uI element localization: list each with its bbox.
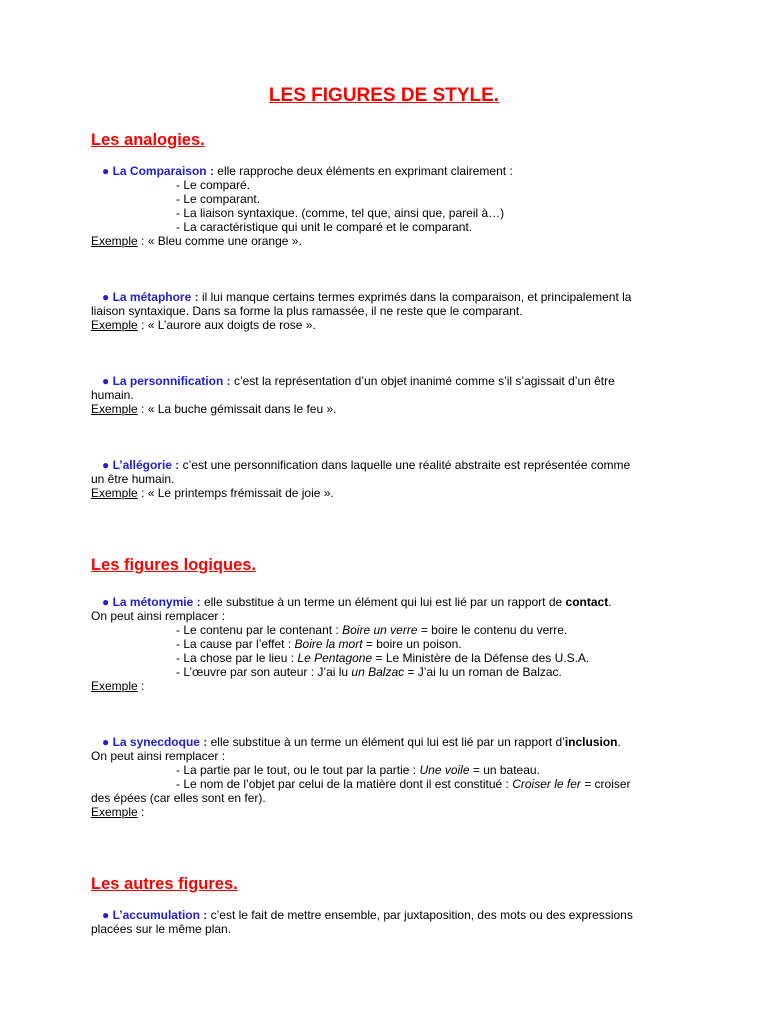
example-label: Exemple [91,679,138,693]
term-metaphore: La métaphore : [112,290,199,304]
item-text: = croiser [580,777,631,791]
bullet-icon: ● [102,735,110,749]
page-title: LES FIGURES DE STYLE. [268,85,500,106]
example-metonymie [91,679,144,693]
list-item: - Le comparant. [176,192,261,206]
list-item [176,637,462,651]
definition-accumulation: c’est le fait de mettre ensemble, par juxtaposition, des mots ou des expressions [207,908,633,922]
list-item [176,763,540,777]
bullet-icon: ● [102,164,110,178]
bullet-icon: ● [102,458,110,472]
item-text: - Le contenu par le contenant : [176,623,343,637]
definition-metaphore: il lui manque certains termes exprimés dans la comparaison, et principalement la [198,290,632,304]
example-personnification [91,402,336,416]
item-italic: Le Pentagone [297,651,373,665]
example-text: : [137,679,145,693]
list-item-cont: des épées (car elles sont en fer). [91,791,266,805]
example-label: Exemple [91,234,138,248]
term-accumulation: L’accumulation : [112,908,208,922]
definition-metonymie: elle substitue à un terme un élément qui lui est lié par un rapport de [200,595,566,609]
item-text: - La chose par le lieu : [176,651,298,665]
keyword-inclusion: inclusion [564,735,618,749]
item-text: - La partie par le tout, ou le tout par la partie : [176,763,420,777]
example-synecdoque [91,805,144,819]
definition-metaphore-cont: liaison syntaxique. Dans sa forme la plus ramassée, il ne reste que le comparant. [91,304,523,318]
item-text: = J’ai lu un roman de Balzac. [404,665,562,679]
definition-personnification: c’est la représentation d’un objet inanimé comme s’il s’agissait d’un être [230,374,615,388]
section-heading-analogies: Les analogies. [91,131,205,149]
entry-metaphore [102,290,631,304]
item-text: = Le Ministère de la Défense des U.S.A. [372,651,590,665]
example-comparaison [91,234,302,248]
list-item [176,665,562,679]
example-allegorie [91,486,334,500]
term-allegorie: L’allégorie : [112,458,180,472]
entry-synecdoque [102,735,621,749]
definition-end: . [608,595,612,609]
definition-comparaison: elle rapproche deux éléments en exprimant clairement : [213,164,513,178]
term-metonymie: La métonymie : [112,595,201,609]
example-text: : « Le printemps frémissait de joie ». [137,486,334,500]
example-text: : « L’aurore aux doigts de rose ». [137,318,316,332]
item-text: = boire un poison. [362,637,462,651]
item-text: - Le nom de l’objet par celui de la matière dont il est constitué : [176,777,513,791]
term-personnification: La personnification : [112,374,231,388]
definition-end: . [617,735,621,749]
item-text: = boire le contenu du verre. [417,623,568,637]
entry-metonymie [102,595,612,609]
example-text: : « La buche gémissait dans le feu ». [137,402,337,416]
item-italic: Boire un verre [342,623,418,637]
section-heading-logiques: Les figures logiques. [91,556,257,574]
bullet-icon: ● [102,290,110,304]
example-label: Exemple [91,318,138,332]
entry-personnification [102,374,615,388]
example-label: Exemple [91,402,138,416]
list-item [176,777,631,791]
list-item: - La liaison syntaxique. (comme, tel que, ainsi que, pareil à…) [176,206,505,220]
term-synecdoque: La synecdoque : [112,735,208,749]
remplacer-synecdoque: On peut ainsi remplacer : [91,749,226,763]
entry-comparaison [102,164,513,178]
example-text: : [137,805,145,819]
list-item: - Le comparé. [176,178,251,192]
item-text: - La cause par l’effet : [176,637,295,651]
item-italic: Boire la mort [294,637,363,651]
definition-synecdoque: elle substitue à un terme un élément qui lui est lié par un rapport d’ [207,735,565,749]
list-item [176,651,589,665]
item-italic: Une voile [419,763,470,777]
definition-personnification-cont: humain. [91,388,134,402]
item-text: - L’œuvre par son auteur : J’ai lu [176,665,352,679]
definition-accumulation-cont: placées sur le même plan. [91,922,232,936]
example-text: : « Bleu comme une orange ». [137,234,302,248]
keyword-contact: contact [565,595,609,609]
section-heading-autres: Les autres figures. [91,875,238,893]
entry-allegorie [102,458,630,472]
example-label: Exemple [91,486,138,500]
item-italic: un Balzac [351,665,405,679]
bullet-icon: ● [102,908,110,922]
list-item: - La caractéristique qui unit le comparé et le comparant. [176,220,473,234]
term-comparaison: La Comparaison : [112,164,214,178]
list-item [176,623,567,637]
bullet-icon: ● [102,374,110,388]
definition-allegorie: c’est une personnification dans laquelle une réalité abstraite est représentée comme [179,458,631,472]
bullet-icon: ● [102,595,110,609]
definition-allegorie-cont: un être humain. [91,472,175,486]
example-metaphore [91,318,316,332]
item-text: = un bateau. [469,763,540,777]
item-italic: Croiser le fer [512,777,581,791]
remplacer-metonymie: On peut ainsi remplacer : [91,609,226,623]
entry-accumulation [102,908,633,922]
example-label: Exemple [91,805,138,819]
